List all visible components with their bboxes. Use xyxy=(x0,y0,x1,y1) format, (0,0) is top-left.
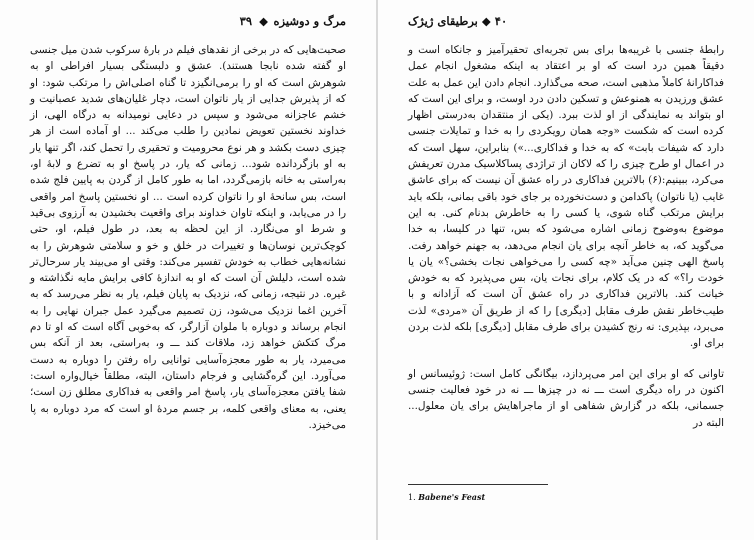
left-page-body xyxy=(30,42,346,433)
right-page-running-title: برطیقای ژیژک xyxy=(408,14,478,28)
left-page xyxy=(0,0,376,540)
left-page-running-title: مرگ و دوشیزه xyxy=(273,14,346,28)
left-page-number: ۳۹ xyxy=(239,14,252,28)
paragraph: تاوانی که او برای این امر می‌پردازد، بیگانگی کامل است: ژوئیسانس او اکنون در راه دیگری است ـــ نه در چیزها ـــ نه در خود فعالیت جنسی جسمانی، بلکه در گزارش شفاهی او از ماجراهایش برای یان معلول... البته در xyxy=(408,367,724,429)
paragraph: صحبت‌هایی که در برخی از نقدهای فیلم در بارهٔ سرکوب شدن میل جنسی او گفته شده نابجا هستند). عشق و دلبستگی بسیار افراطی او به شوهرش است که او را برمی‌انگیزد تا گناه اصلی‌اش را مرتکب شود: او که از پذیرش جدایی از یار ناتوان است، دچار غلیان‌های شدید عصبانیت و خشم عاجزانه می‌شود و سپس در دعایی نومیدانه به درگاه الهی، از خداوند نخستین تعویض نمادین را طلب می‌کند ... او آماده است از هر چیزی دست بکشد و هر نوع محرومیت و تحقیری را تحمل کند، اگر تنها یار به او بازگردانده شود... زمانی که یار، در پاسخ او به تضرع و لابهٔ او، به‌راستی به خانه بازمی‌گردد، اما به طور کامل از گردن به پایین فلج شده است، بس سانحهٔ او را ناتوان کرده است ... او نخستین پاسخ امر واقعی را در می‌یابد، و اینکه تاوان خداوند برای واقعیت بخشیدن به آرزوی بی‌قید و شرط او می‌نگارد. از این لحظه به بعد، در طول فیلم، او، حتی کوچک‌ترین نوسان‌ها و تغییرات در خلق و خو و سلامتی شوهرش را به نشانه‌هایی خطاب به خودش تفسیر می‌کند: وقتی او می‌بیند یار سرحال‌تر شده است، دلیلش آن است که او به اندازهٔ کافی برایش مایه نگذاشته و غیره. در نتیجه، زمانی که، نزدیک به پایان فیلم، یار به نظر می‌رسد که به آخرین اغما نزدیک می‌شود، زن تصمیم می‌گیرد عمل جبران نهایی را به انجام برساند و دوباره با ملوان آزارگر، که به‌خوبی آگاه است که او تا دم مرگ کتکش خواهد زد، ملاقات کند ـــ و، به‌راستی، بعد از آنکه بس می‌میرد، یار به طور معجزه‌آسایی توانایی راه رفتن را دوباره به دست می‌آورد. این گره‌گشایی و فرجام داستان، البته، مطلقاً خیال‌واره است: شفا یافتن معجزه‌آسای یار، پاسخ امر واقعی به فداکاری مطلق زن است؛ یعنی، به معنای واقعی کلمه، بر جسم مردهٔ او است که مرد دوباره به پا می‌خیزد. xyxy=(30,44,347,431)
footnote-rule xyxy=(408,484,548,485)
header-bullet: ◆ xyxy=(477,14,491,28)
left-page-header xyxy=(30,14,346,32)
header-bullet: ◆ xyxy=(259,14,268,28)
right-page-header xyxy=(408,14,724,32)
right-page-number: ۴۰ xyxy=(494,14,508,28)
right-page-running-title-group xyxy=(408,14,507,28)
footnote xyxy=(408,492,485,502)
footnote-number: 1. xyxy=(408,493,416,502)
footnote-title: Babene's Feast xyxy=(418,492,486,502)
right-page-body xyxy=(408,42,724,431)
paragraph: رابطهٔ جنسی با غریبه‌ها برای بس تجربه‌ای تحقیرآمیز و جانکاه است و دقیقاً همین درد است که او بر اعتقاد به اینکه مشغول انجام عمل فداکارانهٔ کاملاً مذهبی است، صحه می‌گذارد. انجام دادن این عمل به علت عشق ورزیدن به همنوعش و تسکین دادن درد اوست، و برای این است که او بتواند به نمایندگی از او لذت ببرد. (یکی از منتقدان به‌درستی اظهار کرده است که شکست «وجه همان رویکردی را به خدا و تمایلات جنسی دارد که شیفات بابت» که به خدا و فداکاری‌...») بنابراین، سهل است که در اعمال او طرح چیزی را که لاکان از تراژدی پساکلاسیک مدرن تعریفش می‌کرد، ببینیم:(۶) بالاترین فداکاری در راه عشق آن نیست که برای عاشق غایب (یا ناتوان) پاکدامن و دست‌نخورده بر جای خود باقی بمانی، بلکه باید برایش مرتکب گناه شوی، یا کسی را به خاطرش بدنام کنی. به این موضوع به‌وضوح زمانی اشاره می‌شود که بس، تنها در کلیسا، به خدا می‌گوید که، به خاطر آنچه برای یان انجام می‌دهد، به جهنم خواهد رفت. پاسخ الهی چنین می‌آید «چه کسی را می‌خواهی نجات بخشی؟» یان یا خودت را؟» که در یک کلام، برای نجات یان، بس می‌پذیرد که به خودش خیانت کند. بالاترین فداکاری در راه عشق آن است که آزادانه و با طیب‌خاطر نقش طرف مقابل [دیگری] را که از طریق آن «مردی» لذت می‌برد، بپذیری: نه رنج کشیدن برای طرف مقابل [دیگری] بلکه لذت بردن برای او. xyxy=(408,44,724,350)
right-page xyxy=(378,0,754,540)
